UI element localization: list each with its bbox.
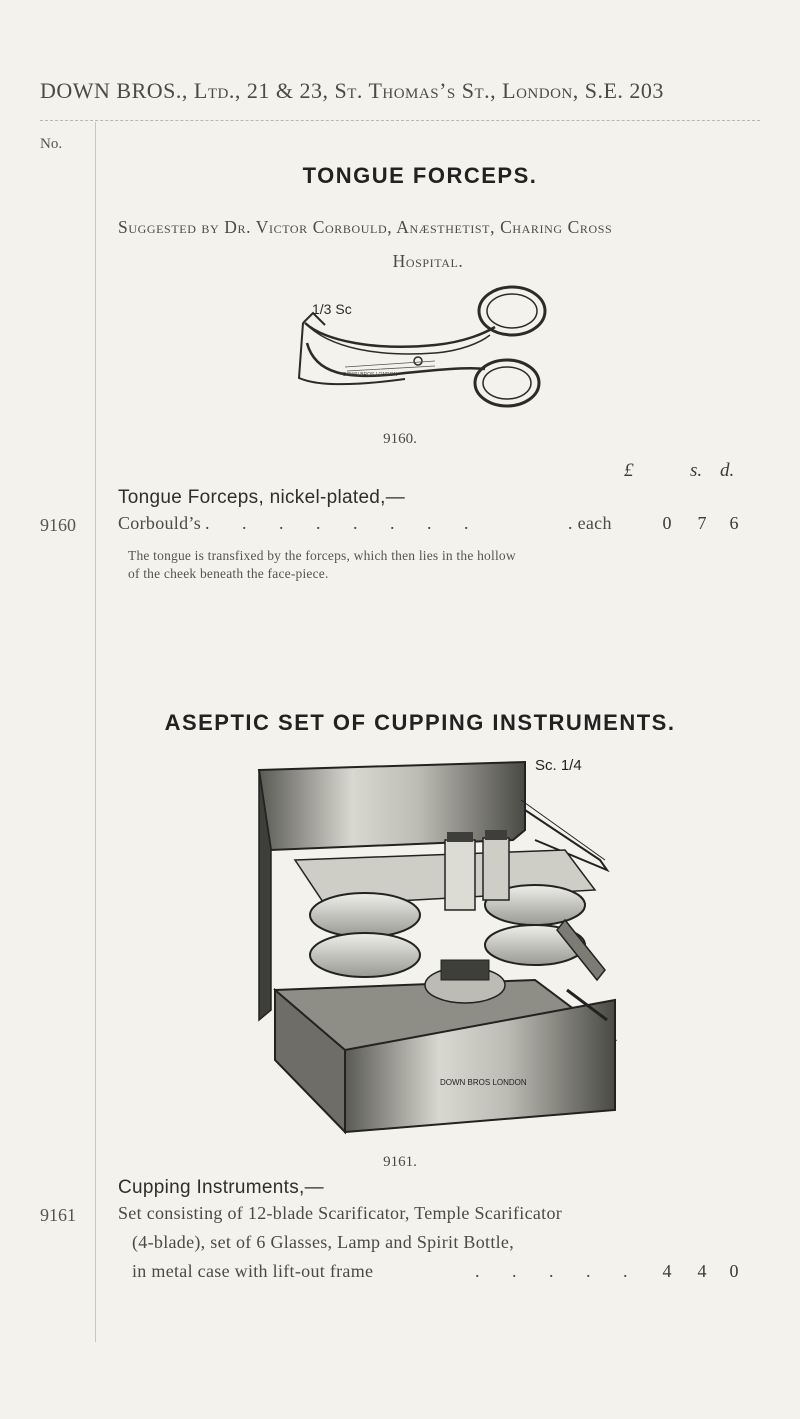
figure-caption-9161: 9161. (383, 1154, 417, 1170)
item-9160-name: Tongue Forceps, nickel-plated,— (118, 487, 406, 508)
cupping-set-illustration (235, 740, 655, 1140)
suggested-line-1: Suggested by Dr. Victor Corbould, Anæsthetist, Charing Cross (118, 217, 613, 237)
number-column-label: No. (40, 136, 63, 152)
figure-caption-9160: 9160. (383, 431, 417, 447)
note-line-2: of the cheek beneath the face-piece. (128, 566, 329, 581)
item-9160-unit: . each (568, 513, 612, 533)
item-9161-line-1: Set consisting of 12-blade Scarificator, Temple Scarificator (118, 1203, 563, 1223)
forceps-engraving: DOWN BROS LONDON (343, 372, 398, 378)
item-9161-price-pounds: 4 (662, 1261, 672, 1281)
item-9160-subname: Corbould’s (118, 513, 202, 533)
forceps-scale-label: 1/3 Sc (312, 301, 352, 317)
note-line-1: The tongue is transfixed by the forceps, which then lies in the hollow (128, 548, 516, 563)
item-9160-leader: . . . . . . . . (205, 513, 483, 533)
item-9161-line-2: (4-blade), set of 6 Glasses, Lamp and Spirit Bottle, (132, 1232, 515, 1252)
suggested-line-2: Hospital. (392, 251, 464, 271)
section-title-tongue-forceps: TONGUE FORCEPS. (302, 163, 538, 188)
section-title-cupping-set: ASEPTIC SET OF CUPPING INSTRUMENTS. (164, 710, 676, 735)
item-9161-line-3: in metal case with lift-out frame (132, 1261, 374, 1281)
item-9160-price-pence: 6 (729, 513, 739, 533)
price-head-pence: d. (720, 460, 735, 481)
header-page-number: 203 (629, 78, 664, 103)
item-9161-name: Cupping Instruments,— (118, 1177, 324, 1198)
item-9160-price-shillings: 7 (697, 513, 707, 533)
item-9161-number: 9161 (40, 1205, 76, 1225)
item-9160-price-pounds: 0 (662, 513, 672, 533)
price-head-pounds: £ (624, 460, 634, 481)
item-9161-price-pence: 0 (729, 1261, 739, 1281)
suggested-by-text (118, 210, 758, 278)
item-9160-number: 9160 (40, 515, 76, 535)
item-9161-price-shillings: 4 (697, 1261, 707, 1281)
header-address: 21 & 23, St. Thomas’s St., London, S.E. (246, 78, 624, 103)
case-engraving: DOWN BROS LONDON (440, 1078, 527, 1087)
item-9161-leader: . . . . . (475, 1261, 642, 1281)
header-company: DOWN BROS., Ltd., (40, 78, 241, 103)
price-head-shillings: s. (690, 460, 703, 481)
cupping-scale-label: Sc. 1/4 (535, 757, 582, 774)
page-header (40, 78, 780, 104)
tongue-forceps-illustration (285, 283, 555, 413)
number-column-rule (95, 122, 96, 1342)
header-rule (40, 120, 760, 121)
item-9160-note (128, 547, 768, 583)
